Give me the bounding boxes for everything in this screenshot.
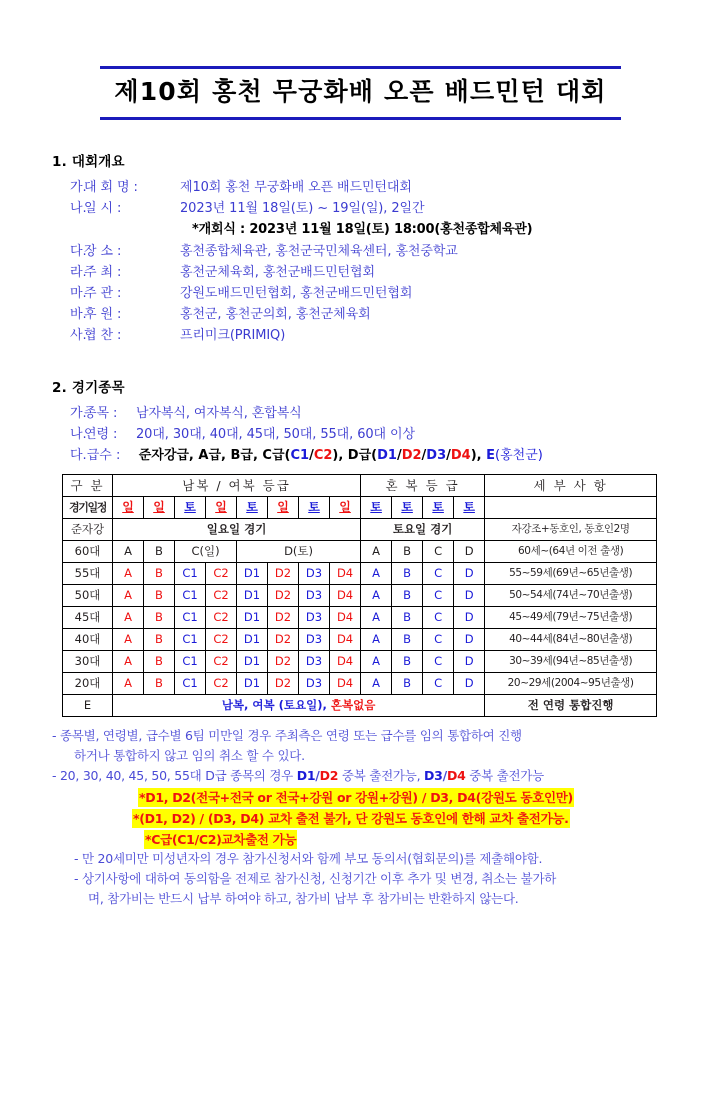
header-details: 세 부 사 항 — [485, 474, 657, 496]
page-title: 제10회 홍천 무궁화배 오픈 배드민턴 대회 — [114, 77, 607, 106]
grade-cell: C1 — [175, 562, 206, 584]
e-row-note-red: 혼복없음 — [330, 697, 376, 712]
grade-cell: D2 — [268, 562, 299, 584]
grade-cell: B — [144, 540, 175, 562]
grade-cell: D2 — [268, 606, 299, 628]
schedule-md-day: 일 — [268, 496, 299, 518]
schedule-md-day: 일 — [330, 496, 361, 518]
header-mens-womens-doubles: 남복 / 여복 등급 — [113, 474, 361, 496]
grade-cell: B — [144, 672, 175, 694]
notes-section — [52, 726, 689, 909]
events-item-grade-value — [139, 448, 543, 463]
grade-cell: D3 — [299, 584, 330, 606]
note-integration-line1: - 종목별, 연령별, 급수별 6팀 미만일 경우 주최측은 연령 또는 급수를 임의 통합하여 진행 — [52, 727, 522, 743]
row-detail: 20~29세(2004~95년출생) — [485, 672, 657, 694]
grade-cell: D4 — [330, 562, 361, 584]
overview-item-partner-marker: 사. — [70, 327, 87, 343]
row-division: 20대 — [63, 672, 113, 694]
highlight-note-3-row — [144, 828, 689, 849]
grade-cell: D2 — [268, 628, 299, 650]
grade-cell: C1 — [175, 672, 206, 694]
grade-part-13: E — [486, 447, 496, 463]
grade-cell: D1 — [237, 672, 268, 694]
schedule-xd-day: 토 — [454, 496, 485, 518]
grade-cell-xd: D — [454, 584, 485, 606]
grade-cell: A — [113, 628, 144, 650]
events-item-discipline-value: 남자복식, 여자복식, 혼합복식 — [136, 405, 302, 421]
grade-cell-xd: C — [423, 672, 454, 694]
row-division: 30대 — [63, 650, 113, 672]
grade-cell-xd: D — [454, 672, 485, 694]
grade-cell: D4 — [330, 672, 361, 694]
grade-cell-xd: C — [423, 650, 454, 672]
grade-cell: D1 — [237, 606, 268, 628]
overview-item-host-label: 주 최 : — [84, 264, 122, 280]
note-slash-2: / — [442, 767, 447, 783]
grade-cell: D1 — [237, 584, 268, 606]
highlight-note-3: *C급(C1/C2)교차출전 가능 — [145, 831, 297, 847]
grade-cell: B — [144, 606, 175, 628]
overview-item-date-label: 일 시 : — [84, 200, 122, 216]
grade-cell: A — [113, 672, 144, 694]
grade-cell: D3 — [299, 628, 330, 650]
section-events-heading: 2. 경기종목 — [52, 379, 125, 396]
note-integration-line2: 하거나 통합하지 않고 임의 취소 할 수 있다. — [74, 747, 305, 763]
schedule-xd-day: 토 — [423, 496, 454, 518]
note-terms-line2: 며, 참가비는 반드시 납부 하여야 하고, 참가비 납부 후 참가비는 반환하지 않는다. — [88, 890, 519, 906]
schedule-detail — [485, 496, 657, 518]
overview-item-organizer-marker: 마. — [70, 285, 87, 301]
grade-cell-xd: B — [392, 672, 423, 694]
row-detail: 40~44세(84년~80년출생) — [485, 628, 657, 650]
grade-cell-xd: D — [454, 562, 485, 584]
grade-cell: C2 — [206, 606, 237, 628]
grade-cell-xd: B — [392, 606, 423, 628]
grade-cell: C1 — [175, 650, 206, 672]
table-row — [63, 628, 657, 650]
grade-table-wrapper — [62, 474, 671, 717]
grade-part-6: / — [396, 447, 402, 463]
header-division: 구 분 — [63, 474, 113, 496]
overview-item-sponsor-marker: 바. — [70, 306, 87, 322]
note-terms-line1: - 상기사항에 대하여 동의함을 전제로 참가신청, 신청기간 이후 추가 및 변경, 취소는 불가하 — [74, 870, 557, 886]
grade-cell-xd: A — [361, 628, 392, 650]
header-mixed-doubles: 혼 복 등 급 — [361, 474, 485, 496]
grade-cell: D4 — [330, 606, 361, 628]
row-detail: 30~39세(94년~85년출생) — [485, 650, 657, 672]
schedule-md-day: 토 — [237, 496, 268, 518]
grade-cell-xd: B — [392, 628, 423, 650]
schedule-md-day: 일 — [144, 496, 175, 518]
row-division: 준자강 — [63, 518, 113, 540]
table-schedule-row — [63, 496, 657, 518]
events-item-age-label: 연령 : — [84, 426, 118, 442]
schedule-md-day: 일 — [113, 496, 144, 518]
highlight-note-2-row — [132, 807, 689, 828]
schedule-md-day: 토 — [175, 496, 206, 518]
row-detail: 55~59세(69년~65년출생) — [485, 562, 657, 584]
table-row — [63, 606, 657, 628]
overview-item-host-marker: 라. — [70, 264, 87, 280]
grade-cell-xd: A — [361, 672, 392, 694]
grade-cell-xd: C — [423, 584, 454, 606]
overview-item-organizer-value: 강원도배드민턴협회, 홍천군배드민턴협회 — [180, 285, 413, 301]
grade-cell: D3 — [299, 562, 330, 584]
overview-item-date-marker: 나. — [70, 200, 87, 216]
note-d-grade-mid: 중복 출전가능, — [338, 767, 425, 783]
document-page — [0, 66, 711, 1108]
grade-cell-xd: B — [392, 650, 423, 672]
opening-ceremony-note: *개회식 : 2023년 11월 18일(토) 18:00(홍천종합체육관) — [192, 221, 533, 237]
overview-item-name-label: 대 회 명 : — [84, 179, 138, 195]
grade-cell-xd: B — [392, 562, 423, 584]
grade-cell: C1 — [175, 628, 206, 650]
grade-cell: D3 — [299, 606, 330, 628]
grade-cell-xd: D — [454, 650, 485, 672]
events-item-age-value: 20대, 30대, 40대, 45대, 50대, 55대, 60대 이상 — [136, 426, 415, 442]
grade-cell-xd: A — [361, 606, 392, 628]
note-d4: D4 — [446, 767, 466, 783]
grade-cell-xd: B — [392, 584, 423, 606]
grade-cell: A — [113, 584, 144, 606]
overview-item-venue — [70, 241, 671, 262]
highlight-note-1: *D1, D2(전국+전국 or 전국+강원 or 강원+강원) / D3, D4(강원도 동호인만) — [139, 789, 573, 805]
note-d-grade-suffix: 중복 출전가능 — [465, 767, 544, 783]
grade-cell-xd: A — [361, 650, 392, 672]
grade-part-10: / — [446, 447, 451, 463]
grade-cell-xd: C — [423, 562, 454, 584]
grade-part-2: / — [309, 447, 314, 463]
grade-cell: D3 — [299, 650, 330, 672]
overview-item-partner — [70, 325, 671, 346]
row-division: 60대 — [63, 540, 113, 562]
grade-cell: A — [113, 606, 144, 628]
grade-cell: C2 — [206, 562, 237, 584]
note-minor-consent: - 만 20세미만 미성년자의 경우 참가신청서와 함께 부모 동의서(협회문의)를 제출해야함. — [74, 850, 543, 866]
table-row-e — [63, 694, 657, 716]
events-item-age — [70, 424, 671, 445]
grade-cell: D4 — [330, 650, 361, 672]
grade-cell: A — [113, 650, 144, 672]
grade-cell-xd: A — [361, 584, 392, 606]
grade-cell-xd: C — [423, 540, 454, 562]
table-row — [63, 584, 657, 606]
overview-item-organizer-label: 주 관 : — [84, 285, 122, 301]
grade-cell: B — [144, 650, 175, 672]
note-d-grade-prefix: - 20, 30, 40, 45, 50, 55대 D급 종목의 경우 — [52, 767, 297, 783]
grade-cell: C2 — [206, 672, 237, 694]
note-slash-1: / — [315, 767, 320, 783]
grade-cell-xd: A — [361, 540, 392, 562]
grade-part-8: / — [421, 447, 427, 463]
overview-item-date — [70, 198, 671, 219]
overview-item-venue-value: 홍천종합체육관, 홍천군국민체육센터, 홍천중학교 — [180, 243, 458, 259]
row-division: 55대 — [63, 562, 113, 584]
row-division: E — [63, 694, 113, 716]
grade-cell: D4 — [330, 628, 361, 650]
e-row-detail: 전 연령 통합진행 — [485, 694, 657, 716]
table-row — [63, 540, 657, 562]
overview-item-organizer — [70, 283, 671, 304]
row-division: 40대 — [63, 628, 113, 650]
events-item-age-marker: 나. — [70, 426, 87, 442]
highlight-note-2: *(D1, D2) / (D3, D4) 교차 출전 불가, 단 강원도 동호인에 한해 교차 출전가능. — [133, 810, 569, 826]
overview-item-sponsor-value: 홍천군, 홍천군의회, 홍천군체육회 — [180, 306, 371, 322]
overview-item-sponsor — [70, 304, 671, 325]
section-overview — [52, 150, 671, 346]
grade-cell: D2 — [268, 672, 299, 694]
grade-part-11: D4 — [450, 447, 471, 463]
grade-cell-xd: B — [392, 540, 423, 562]
grade-part-3: C2 — [313, 447, 333, 463]
grade-cell: C1 — [175, 584, 206, 606]
row-division: 45대 — [63, 606, 113, 628]
events-item-discipline-label: 종목 : — [84, 405, 118, 421]
grade-part-1: C1 — [290, 447, 310, 463]
grade-cell: A — [113, 562, 144, 584]
note-d3: D3 — [424, 767, 443, 783]
overview-item-name-marker: 가. — [70, 179, 87, 195]
overview-item-name-value: 제10회 홍천 무궁화배 오픈 배드민턴대회 — [180, 179, 412, 195]
events-item-grade-label: 급수 : — [86, 447, 121, 463]
schedule-xd-day: 토 — [392, 496, 423, 518]
grade-part-0: 준자강급, A급, B급, C급( — [138, 447, 291, 463]
events-item-grade — [70, 445, 671, 466]
grade-cell: B — [144, 628, 175, 650]
overview-item-name — [70, 177, 671, 198]
e-row-note — [113, 694, 485, 716]
grade-cell: D4 — [330, 584, 361, 606]
schedule-md-day: 일 — [206, 496, 237, 518]
table-header-row — [63, 474, 657, 496]
grade-cell: C2 — [206, 584, 237, 606]
overview-item-date-value: 2023년 11월 18일(토) ~ 19일(일), 2일간 — [180, 200, 425, 216]
grade-cell-xd: D — [454, 540, 485, 562]
note-d-grade — [52, 766, 689, 786]
row-division: 50대 — [63, 584, 113, 606]
schedule-md-day: 토 — [299, 496, 330, 518]
grade-cell-xd: C — [423, 628, 454, 650]
overview-item-venue-marker: 다. — [70, 243, 87, 259]
grade-part-14: (홍천군) — [495, 447, 543, 463]
section-events — [52, 376, 671, 466]
overview-item-sponsor-label: 후 원 : — [84, 306, 122, 322]
highlight-note-1-row — [138, 786, 689, 807]
overview-item-partner-value: 프리미크(PRIMIQ) — [180, 327, 286, 343]
schedule-xd-day: 토 — [361, 496, 392, 518]
events-item-grade-marker: 다. — [70, 447, 87, 463]
grade-cell: C1 — [175, 606, 206, 628]
grade-table — [62, 474, 657, 717]
schedule-label: 경기일정 — [63, 496, 113, 518]
grade-cell: D2 — [268, 650, 299, 672]
grade-cell: A — [113, 540, 144, 562]
grade-cell: C(일) — [175, 540, 237, 562]
grade-part-4: ), D급( — [332, 447, 378, 463]
row-detail: 50~54세(74년~70년출생) — [485, 584, 657, 606]
grade-part-12: ), — [470, 447, 487, 463]
grade-cell: C2 — [206, 628, 237, 650]
grade-part-7: D2 — [401, 447, 422, 463]
grade-cell: B — [144, 562, 175, 584]
e-row-note-blue: 남복, 여복 (토요일), — [221, 697, 327, 712]
junjagang-detail: 자강조+동호인, 동호인2명 — [485, 518, 657, 540]
note-d1: D1 — [296, 767, 316, 783]
table-row — [63, 672, 657, 694]
grade-cell-xd: D — [454, 606, 485, 628]
document-title-block — [100, 66, 621, 120]
row-detail: 60세~(64년 이전 출생) — [485, 540, 657, 562]
grade-cell-xd: A — [361, 562, 392, 584]
table-row — [63, 650, 657, 672]
grade-cell-xd: D — [454, 628, 485, 650]
grade-cell: D2 — [268, 584, 299, 606]
grade-cell: D1 — [237, 562, 268, 584]
junjagang-xd-note: 토요일 경기 — [361, 518, 485, 540]
grade-cell-xd: C — [423, 606, 454, 628]
grade-cell: C2 — [206, 650, 237, 672]
overview-item-venue-label: 장 소 : — [84, 243, 122, 259]
grade-part-5: D1 — [377, 447, 397, 463]
section-overview-heading: 1. 대회개요 — [52, 153, 125, 170]
overview-item-host — [70, 262, 671, 283]
overview-item-partner-label: 협 찬 : — [84, 327, 122, 343]
grade-cell: B — [144, 584, 175, 606]
table-row — [63, 562, 657, 584]
grade-cell: D(토) — [237, 540, 361, 562]
overview-item-host-value: 홍천군체육회, 홍천군배드민턴협회 — [180, 264, 375, 280]
grade-cell: D1 — [237, 628, 268, 650]
row-detail: 45~49세(79년~75년출생) — [485, 606, 657, 628]
table-row-junjagang — [63, 518, 657, 540]
grade-cell: D1 — [237, 650, 268, 672]
junjagang-md-note: 일요일 경기 — [113, 518, 361, 540]
grade-cell: D3 — [299, 672, 330, 694]
events-item-discipline-marker: 가. — [70, 405, 87, 421]
events-item-discipline — [70, 403, 671, 424]
grade-part-9: D3 — [426, 447, 447, 463]
note-d2: D2 — [319, 767, 339, 783]
